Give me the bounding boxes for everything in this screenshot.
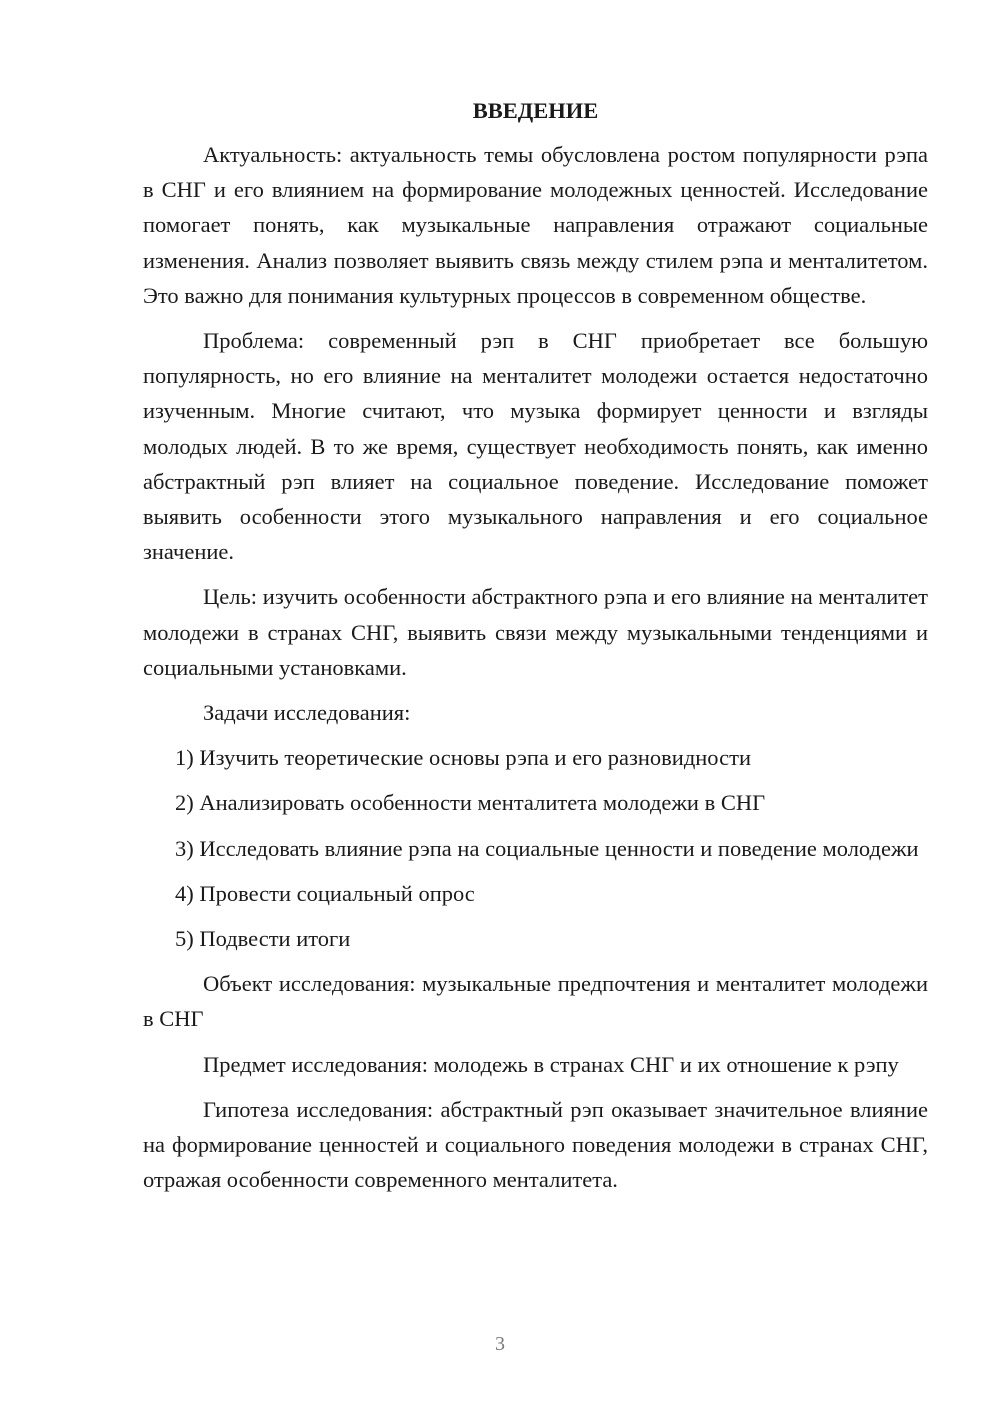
task-item-5: 5) Подвести итоги	[175, 926, 351, 952]
object-paragraph: Объект исследования: музыкальные предпочтения и менталитет молодежи в СНГ	[143, 971, 928, 1032]
relevance-paragraph: Актуальность: актуальность темы обусловлена ростом популярности рэпа в СНГ и его влиянием на формирование молодежных ценностей. Исследование помогает понять, как музыкальные направления отражают социальные изменения. Анализ позволяет выявить связь между стилем рэпа и менталитетом. Это важно для понимания культурных процессов в современном обществе.	[143, 142, 928, 308]
goal-paragraph: Цель: изучить особенности абстрактного рэпа и его влияние на менталитет молодежи в странах СНГ, выявить связи между музыкальными тенденциями и социальными установками.	[143, 584, 928, 680]
subject-paragraph: Предмет исследования: молодежь в странах СНГ и их отношение к рэпу	[203, 1051, 899, 1077]
hypothesis-paragraph: Гипотеза исследования: абстрактный рэп оказывает значительное влияние на формирование ценностей и социального поведения молодежи в странах СНГ, отражая особенности современного менталитета.	[143, 1096, 928, 1193]
document-page	[143, 92, 928, 1207]
problem-paragraph: Проблема: современный рэп в СНГ приобретает все большую популярность, но его влияние на менталитет молодежи остается недостаточно изученным. Многие считают, что музыка формирует ценности и взгляды молодых людей. В то же время, существует необходимость понять, как именно абстрактный рэп влияет на социальное поведение. Исследование поможет выявить особенности этого музыкального направления и его социальное значение.	[143, 328, 928, 565]
task-item-1: 1) Изучить теоретические основы рэпа и его разновидности	[175, 745, 751, 771]
tasks-heading: Задачи исследования:	[203, 700, 411, 726]
page-number: 3	[495, 1333, 505, 1355]
section-heading: ВВЕДЕНИЕ	[472, 98, 599, 123]
task-item-3: 3) Исследовать влияние рэпа на социальные ценности и поведение молодежи	[175, 835, 919, 861]
task-item-2: 2) Анализировать особенности менталитета молодежи в СНГ	[175, 790, 766, 816]
task-item-4: 4) Провести социальный опрос	[175, 880, 475, 906]
